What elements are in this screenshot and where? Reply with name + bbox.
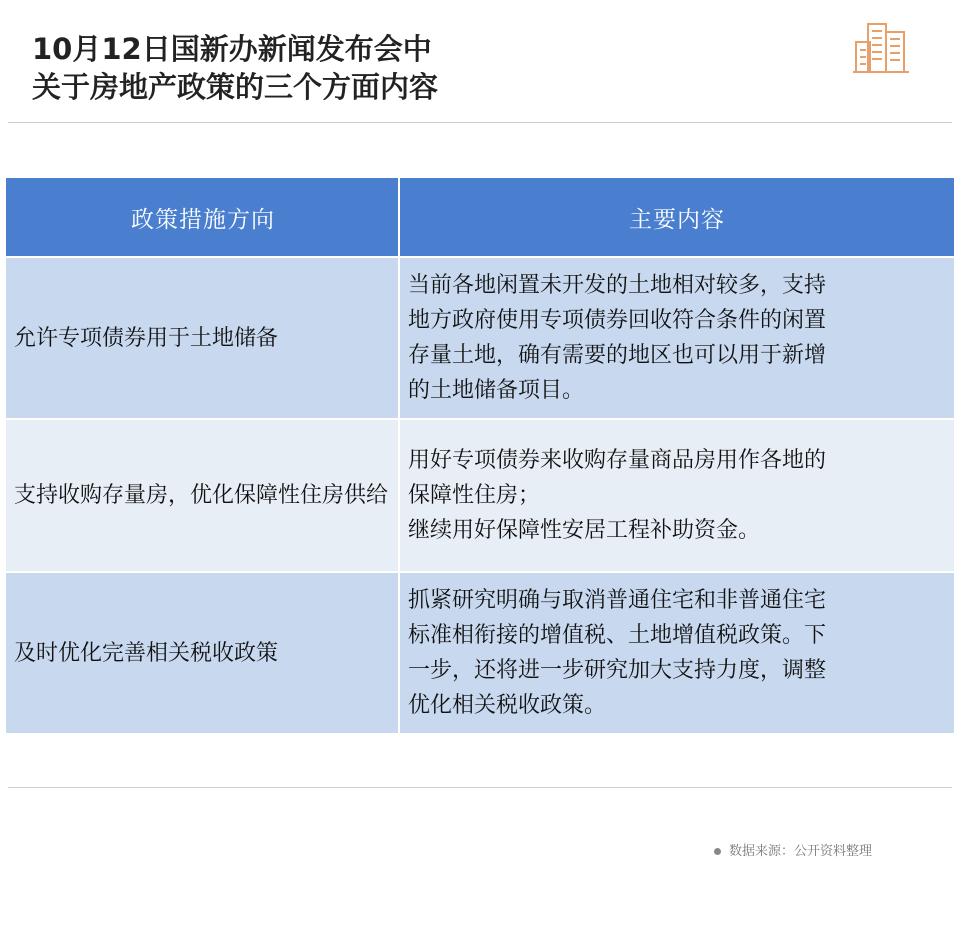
table-row (6, 419, 954, 572)
policy-direction-cell: 允许专项债券用于土地储备 (6, 257, 399, 419)
title-line-2: 关于房地产政策的三个方面内容 (32, 70, 439, 104)
policy-table (6, 178, 954, 735)
data-source-text: 数据来源：公开资料整理 (729, 844, 873, 859)
content-line: 存量土地，确有需要的地区也可以用于新增 (408, 343, 827, 368)
column-header-direction: 政策措施方向 (6, 178, 399, 257)
policy-content-cell (399, 419, 954, 572)
buildings-icon (852, 20, 910, 76)
title-line-1: 10月12日国新办新闻发布会中 (32, 32, 432, 66)
column-header-content: 主要内容 (399, 178, 954, 257)
bottom-divider (8, 787, 952, 788)
content-line: 的土地储备项目。 (408, 378, 585, 403)
table-row (6, 257, 954, 419)
content-line: 一步，还将进一步研究加大支持力度，调整 (408, 658, 827, 683)
policy-content-cell (399, 257, 954, 419)
content-line: 标准相衔接的增值税、土地增值税政策。下 (408, 623, 827, 648)
table-row (6, 572, 954, 734)
page-title (32, 30, 438, 106)
bullet-dot-icon (714, 848, 721, 855)
content-line: 地方政府使用专项债券回收符合条件的闲置 (408, 308, 827, 333)
policy-direction-cell: 支持收购存量房，优化保障性住房供给 (6, 419, 399, 572)
content-line: 继续用好保障性安居工程补助资金。 (408, 518, 761, 543)
policy-direction-cell: 及时优化完善相关税收政策 (6, 572, 399, 734)
content-line: 保障性住房； (408, 483, 541, 508)
content-line: 用好专项债券来收购存量商品房用作各地的 (408, 448, 827, 473)
policy-content-cell (399, 572, 954, 734)
top-divider (8, 122, 952, 123)
table-header-row (6, 178, 954, 257)
content-line: 优化相关税收政策。 (408, 693, 607, 718)
content-line: 抓紧研究明确与取消普通住宅和非普通住宅 (408, 588, 827, 613)
data-source-note (714, 840, 872, 859)
content-line: 当前各地闲置未开发的土地相对较多，支持 (408, 273, 827, 298)
